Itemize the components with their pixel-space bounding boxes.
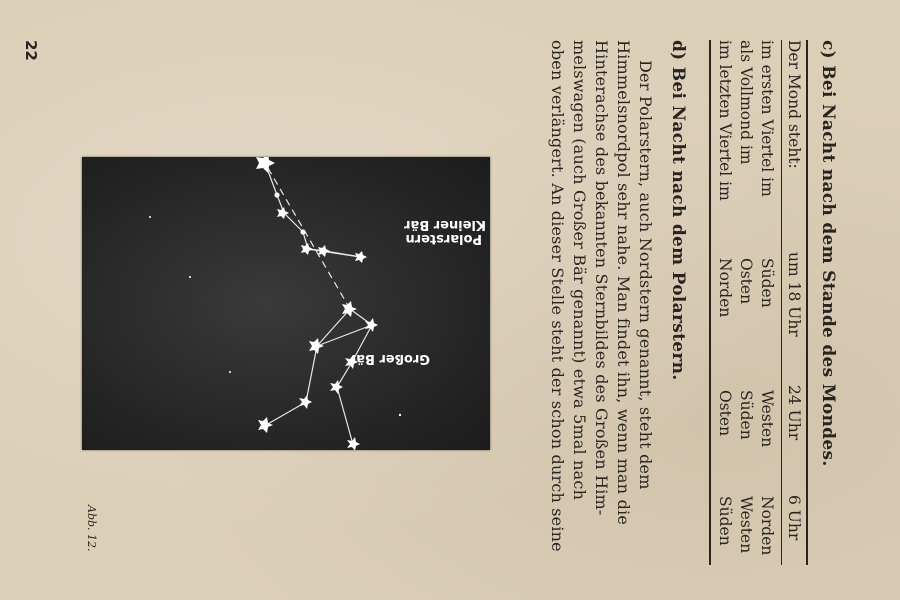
table-row-label: als Vollmond im [737,40,755,165]
faint-star-icon [149,216,151,218]
paragraph-line: melswagen (auch Großer Bär genannt) etwa 5mal nach [570,40,589,501]
constellation-diagram [82,157,490,450]
table-cell: Süden [716,496,734,546]
table-cell: Süden [758,258,776,308]
star-icon [258,417,273,433]
star-icon [330,380,343,394]
star-icon [301,243,313,255]
paragraph-line: Der Polarstern, auch Nordstern genannt, steht dem [636,60,655,490]
paragraph-line: oben verlängert. An dieser Stelle steht der schon durch seine [548,40,567,552]
table-row-label: im ersten Viertel im [758,40,776,197]
star-icon [365,318,378,332]
table-cell: Osten [737,258,755,305]
star-icon [355,251,367,263]
pointer-line [265,163,350,309]
polarstern-label: Polarstern [405,231,482,246]
table-cell: Norden [758,496,776,556]
constellation-figure [82,157,490,450]
faint-star-icon [189,276,191,278]
star-icon [299,395,312,409]
faint-star-icon [399,414,401,416]
kleiner-baer-label: Kleiner Bär [404,217,486,232]
table-header-cell: um 18 Uhr [785,252,803,337]
table-bottom-rule [709,40,711,565]
table-header-cell: Der Mond steht: [785,40,803,169]
stars [149,157,401,450]
table-header-cell: 24 Uhr [785,385,803,441]
faint-star-icon [229,371,231,373]
star-icon [347,437,360,450]
polarstern-star-icon [256,157,275,173]
grosser-baer-label: Großer Bär [349,351,430,366]
table-top-rule [806,40,808,565]
section-d-heading: d) Bei Nacht nach dem Polarstern. [668,40,688,381]
table-cell: Norden [716,258,734,318]
star-icon [300,229,305,234]
table-cell: Westen [758,390,776,448]
paragraph-line: Hinterachse des bekannten Sternbildes des Großen Him- [592,40,611,516]
page-number: 22 [22,40,40,61]
table-cell: Süden [737,390,755,440]
star-icon [274,192,279,197]
section-c-heading: c) Bei Nacht nach dem Stande des Mondes. [818,40,838,467]
table-row-label: im letzten Viertel im [716,40,734,201]
table-cell: Westen [737,496,755,554]
grosser-baer-lines [266,309,372,448]
table-header-rule [781,40,782,565]
figure-caption: Abb. 12. [85,505,98,552]
paragraph-line: Himmelsnordpol sehr nahe. Man findet ihn, wenn man die [614,40,633,525]
table-header-cell: 6 Uhr [785,495,803,541]
table-cell: Osten [716,390,734,437]
star-icon [277,207,289,219]
